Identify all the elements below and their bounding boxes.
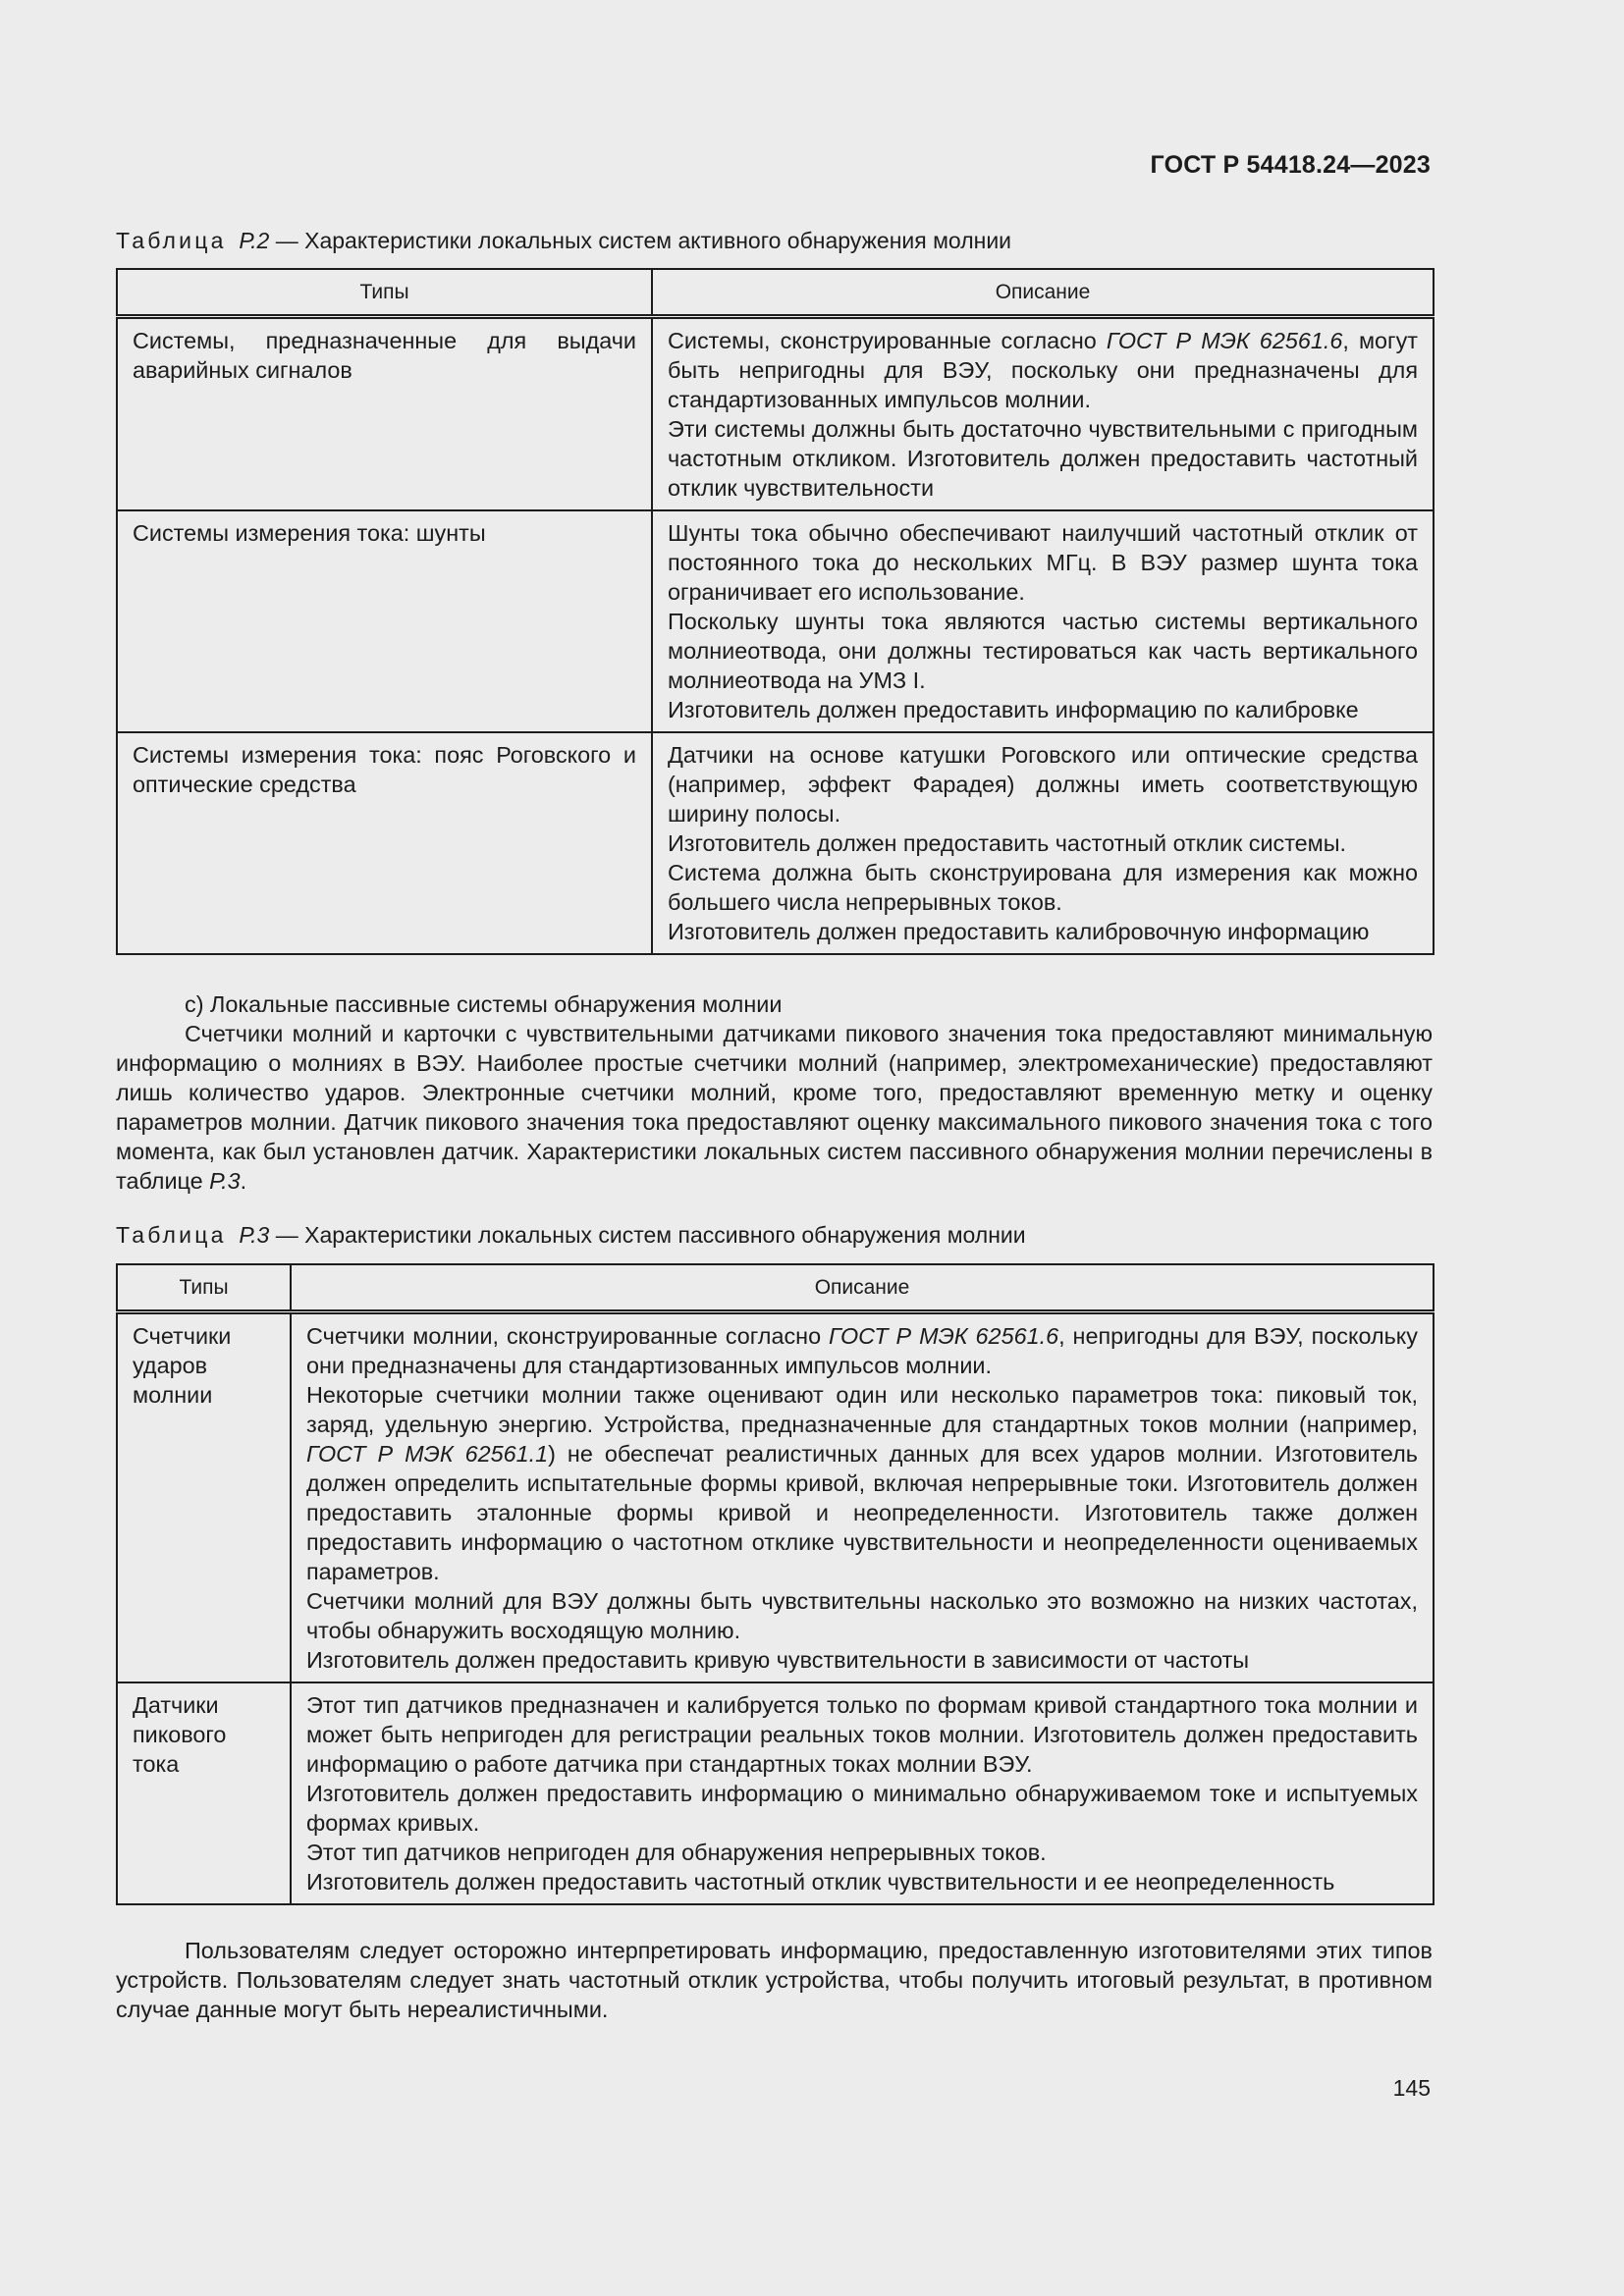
section-c-paragraph-main: Счетчики молний и карточки с чувствительными датчиками пикового значения тока предоставляют минимальную информацию о молниях в ВЭУ. Наиболее простые счетчики молний (например, электромеханические) предоставляют лишь количество ударов. Электронные счетчики молний, кроме того, предоставляют временную метку и оценку параметров молнии. Датчик пикового значения тока предоставляют оценку максимального пикового значения тока с того момента, как был установлен датчик. Характеристики локальных систем пассивного обнаружения молнии перечислены в таблице <box>116 1021 1433 1194</box>
description-paragraph: Система должна быть сконструирована для измерения как можно большего числа непрерывных токов. <box>668 860 1418 915</box>
cell-description <box>291 1312 1434 1683</box>
table-p2-caption-prefix: Таблица <box>116 228 227 253</box>
closing-paragraph: Пользователям следует осторожно интерпретировать информацию, предоставленную изготовителями этих типов устройств. Пользователям следует знать частотный отклик устройства, чтобы получить итоговый результат, в противном случае данные могут быть нереалистичными. <box>116 1938 1433 2022</box>
description-paragraph: Изготовитель должен предоставить частотный отклик чувствительности и ее неопределенность <box>306 1869 1335 1895</box>
section-c-paragraph-end: . <box>240 1168 247 1194</box>
table-p2-header-desc: Описание <box>652 269 1434 317</box>
table-p3-header-types: Типы <box>117 1264 291 1312</box>
document-code: ГОСТ Р 54418.24—2023 <box>1150 151 1431 179</box>
description-paragraph: Счетчики молний для ВЭУ должны быть чувствительны насколько это возможно на низких частотах, чтобы обнаружить восходящую молнию. <box>306 1588 1418 1643</box>
description-paragraph: Поскольку шунты тока являются частью системы вертикального молниеотвода, они должны тестироваться как часть вертикального молниеотвода на УМЗ I. <box>668 609 1418 693</box>
description-paragraph: Изготовитель должен предоставить частотный отклик системы. <box>668 830 1347 856</box>
table-p2-caption-title: — Характеристики локальных систем активного обнаружения молнии <box>269 228 1012 253</box>
table-p3-caption-title: — Характеристики локальных систем пассивного обнаружения молнии <box>269 1222 1026 1248</box>
closing-section <box>116 1936 1433 2024</box>
table-p3-caption-num: Р.3 <box>239 1222 270 1248</box>
text-segment: , непригодны для ВЭУ, поскольку они предназначены для стандартизованных импульсов молнии. <box>306 1323 1418 1378</box>
section-c-table-ref: Р.3 <box>209 1168 241 1194</box>
table-row <box>117 510 1434 732</box>
description-paragraph <box>306 1321 1418 1380</box>
cell-type-text: Системы, предназначенные для выдачи аварийных сигналов <box>133 328 636 383</box>
standard-ref: ГОСТ Р МЭК 62561.1 <box>306 1441 549 1467</box>
standard-ref: ГОСТ Р МЭК 62561.6 <box>1106 328 1343 353</box>
description-paragraph: Датчики на основе катушки Роговского или оптические средства (например, эффект Фарадея) должны иметь соответствующую ширину полосы. <box>668 742 1418 827</box>
page-number: 145 <box>1392 2075 1431 2101</box>
description-paragraph: Изготовитель должен предоставить калибровочную информацию <box>668 919 1370 944</box>
table-p3-header-row <box>117 1264 1434 1312</box>
table-row <box>117 1312 1434 1683</box>
cell-description <box>652 732 1434 954</box>
cell-description <box>652 317 1434 511</box>
cell-type-text: Счетчики ударов молнии <box>133 1323 232 1408</box>
description-paragraph: Изготовитель должен предоставить кривую чувствительности в зависимости от частоты <box>306 1647 1250 1673</box>
description-paragraph: Этот тип датчиков предназначен и калибруется только по формам кривой стандартного тока молнии и может быть непригоден для регистрации реальных токов молнии. Изготовитель должен предоставить информацию о работе датчика при стандартных токах молнии ВЭУ. <box>306 1692 1418 1777</box>
cell-type <box>117 732 652 954</box>
cell-description <box>291 1682 1434 1904</box>
description-paragraph <box>668 326 1418 414</box>
table-p3-header-desc: Описание <box>291 1264 1434 1312</box>
table-p3-caption <box>116 1222 1026 1249</box>
standard-ref: ГОСТ Р МЭК 62561.6 <box>829 1323 1059 1349</box>
table-p2-header-types: Типы <box>117 269 652 317</box>
table-p3-caption-prefix: Таблица <box>116 1222 227 1248</box>
table-p2 <box>116 268 1435 955</box>
table-row <box>117 1682 1434 1904</box>
section-c-heading: с) Локальные пассивные системы обнаружения молнии <box>185 991 783 1017</box>
cell-type <box>117 1682 291 1904</box>
description-paragraph: Изготовитель должен предоставить информацию о минимально обнаруживаемом токе и испытуемых формах кривых. <box>306 1781 1418 1836</box>
table-p3 <box>116 1263 1435 1905</box>
description-paragraph <box>306 1380 1418 1586</box>
cell-type <box>117 510 652 732</box>
table-p2-caption <box>116 228 1011 254</box>
cell-description <box>652 510 1434 732</box>
table-row <box>117 732 1434 954</box>
description-paragraph: Этот тип датчиков непригоден для обнаружения непрерывных токов. <box>306 1840 1047 1865</box>
text-segment: Системы, сконструированные согласно <box>668 328 1107 353</box>
section-c-paragraph <box>116 1019 1433 1196</box>
description-paragraph: Шунты тока обычно обеспечивают наилучший частотный отклик от постоянного тока до нескольких МГц. В ВЭУ размер шунта тока ограничивает его использование. <box>668 520 1418 605</box>
cell-type <box>117 317 652 511</box>
cell-type <box>117 1312 291 1683</box>
description-paragraph: Изготовитель должен предоставить информацию по калибровке <box>668 697 1359 722</box>
text-segment: ) не обеспечат реалистичных данных для всех ударов молнии. Изготовитель должен определить испытательные формы кривой, включая непрерывные токи. Изготовитель должен предоставить эталонные формы кривой и неопределенности. Изготовитель также должен предоставить информацию о частотном отклике чувствительности и неопределенности оцениваемых параметров. <box>306 1441 1418 1584</box>
cell-type-text: Системы измерения тока: пояс Роговского и оптические средства <box>133 742 636 797</box>
text-segment: Счетчики молнии, сконструированные согласно <box>306 1323 830 1349</box>
text-segment: Некоторые счетчики молнии также оценивают один или несколько параметров тока: пиковый ток, заряд, удельную энергию. Устройства, предназначенные для стандартных токов молнии (например, <box>306 1382 1418 1437</box>
text-segment: , могут быть непригодны для ВЭУ, поскольку они предназначены для стандартизованных импульсов молнии. <box>668 328 1418 412</box>
table-row <box>117 317 1434 511</box>
description-paragraph: Эти системы должны быть достаточно чувствительными с пригодным частотным откликом. Изготовитель должен предоставить частотный отклик чувствительности <box>668 416 1418 501</box>
table-p2-caption-num: Р.2 <box>239 228 270 253</box>
cell-type-text: Системы измерения тока: шунты <box>133 520 486 546</box>
cell-type-text: Датчики пикового тока <box>133 1692 227 1777</box>
table-p2-header-row <box>117 269 1434 317</box>
section-c <box>116 989 1433 1196</box>
